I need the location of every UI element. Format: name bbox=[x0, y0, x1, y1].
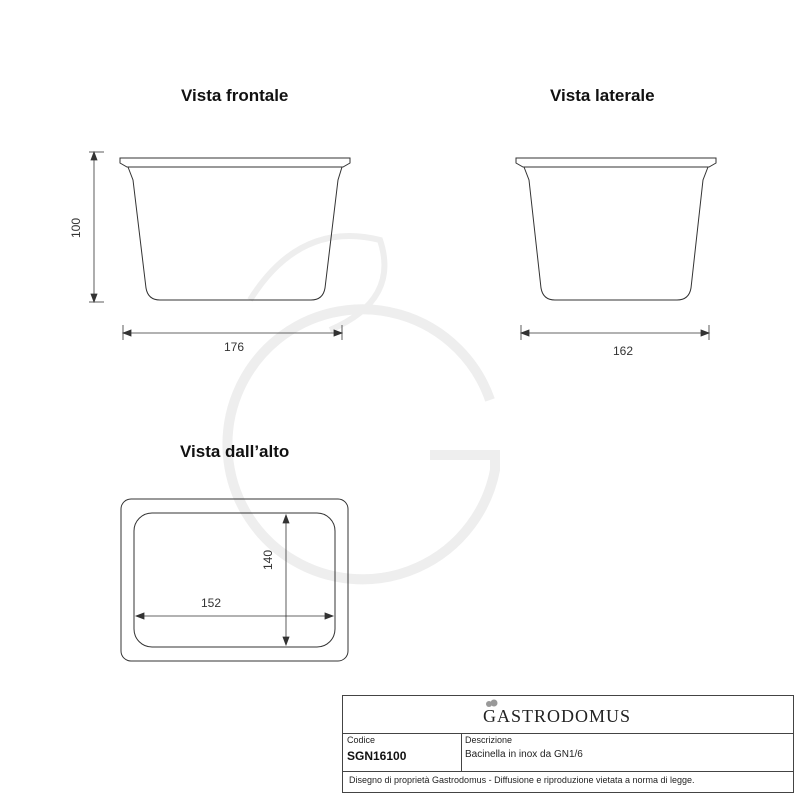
description-value: Bacinella in inox da GN1/6 bbox=[465, 749, 583, 760]
watermark-logo bbox=[227, 236, 495, 579]
top-height-dimension bbox=[283, 515, 289, 645]
front-width-label: 176 bbox=[223, 340, 245, 354]
top-height-label: 140 bbox=[261, 549, 275, 571]
top-view-title: Vista dall’alto bbox=[180, 442, 290, 461]
title-block-info-row bbox=[343, 733, 793, 772]
front-width-dimension bbox=[123, 325, 342, 340]
top-width-label: 152 bbox=[200, 596, 222, 610]
top-view-drawing bbox=[121, 499, 348, 661]
side-view-drawing bbox=[516, 158, 716, 300]
code-label: Codice bbox=[347, 735, 376, 745]
side-width-dimension bbox=[521, 325, 709, 340]
front-height-dimension bbox=[89, 152, 104, 302]
front-height-label: 100 bbox=[69, 217, 83, 239]
title-block bbox=[342, 695, 794, 793]
description-label: Descrizione bbox=[465, 735, 513, 745]
front-view-drawing bbox=[120, 158, 350, 300]
top-width-dimension bbox=[136, 613, 333, 619]
side-view-title: Vista laterale bbox=[550, 86, 655, 105]
code-cell bbox=[343, 733, 462, 771]
side-width-label: 162 bbox=[612, 344, 634, 358]
title-block-logo-row bbox=[343, 696, 793, 734]
ownership-notice: Disegno di proprietà Gastrodomus - Diffusione e riproduzione vietata a norma di legge. bbox=[349, 775, 695, 785]
description-cell bbox=[461, 733, 793, 771]
brand-logo: GASTRODOMUS bbox=[483, 706, 632, 726]
front-view-title: Vista frontale bbox=[181, 86, 289, 105]
code-value: SGN16100 bbox=[347, 749, 407, 763]
